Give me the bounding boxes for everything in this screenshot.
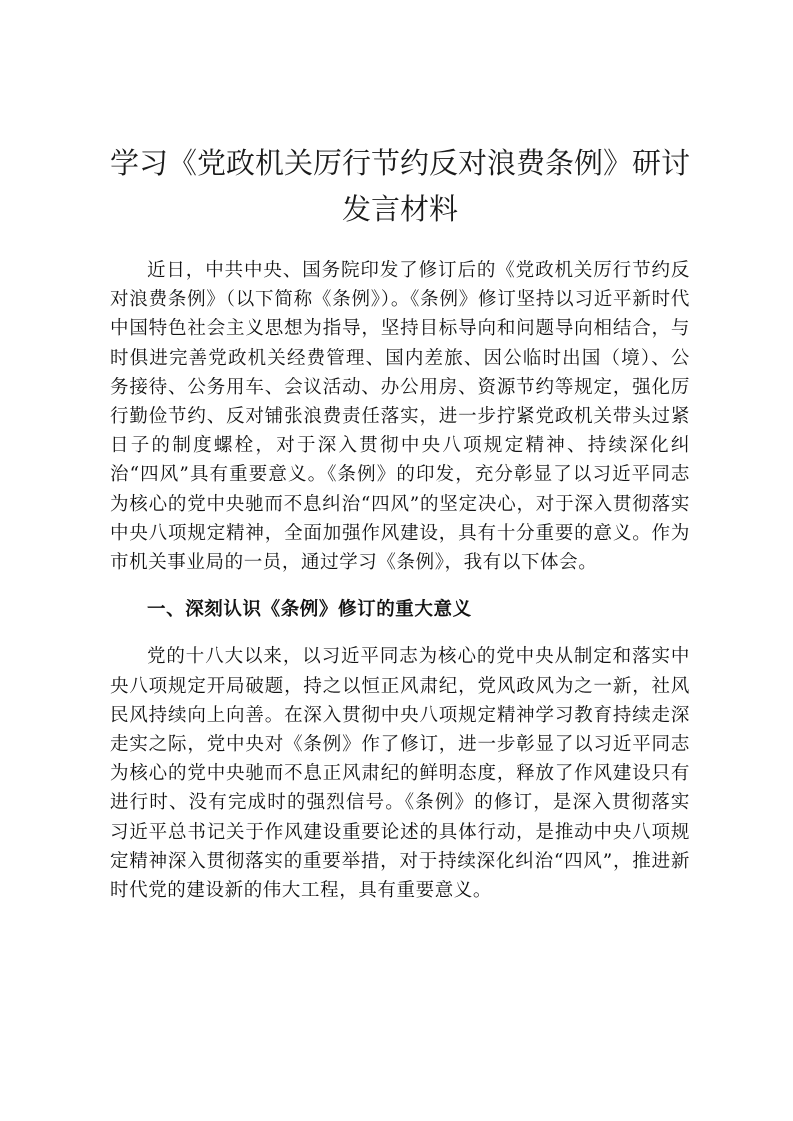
document-title: 学习《党政机关厉行节约反对浪费条例》研讨发言材料 [109, 146, 690, 226]
section-heading: 一、深刻认识《条例》修订的重大意义 [147, 599, 472, 621]
body-paragraph: 党的十八大以来，以习近平同志为核心的党中央从制定和落实中央八项规定开局破题，持之以恒正风肃纪，党风政风为之一新，社风民风持续向上向善。在深入贯彻中央八项规定精神学习教育持续走深走实之际，党中央对《条例》作了修订，进一步彰显了以习近平同志为核心的党中央驰而不息正风肃纪的鲜明态度，释放了作风建设只有进行时、没有完成时的强烈信号。《条例》的修订，是深入贯彻落实习近平总书记关于作风建设重要论述的具体行动，是推动中央八项规定精神深入贯彻落实的重要举措，对于持续深化纠治“四风”，推进新时代党的建设新的伟大工程，具有重要意义。 [110, 646, 690, 902]
document-page [110, 140, 690, 905]
intro-paragraph: 近日，中共中央、国务院印发了修订后的《党政机关厉行节约反对浪费条例》（以下简称《条例》）。《条例》修订坚持以习近平新时代中国特色社会主义思想为指导，坚持目标导向和问题导向相结合，与时俱进完善党政机关经费管理、国内差旅、因公临时出国（境）、公务接待、公务用车、会议活动、办公用房、资源节约等规定，强化厉行勤俭节约、反对铺张浪费责任落实，进一步拧紧党政机关带头过紧日子的制度螺栓，对于深入贯彻中央八项规定精神、持续深化纠治“四风”具有重要意义。《条例》的印发，充分彰显了以习近平同志为核心的党中央驰而不息纠治“四风”的坚定决心，对于深入贯彻落实中央八项规定精神，全面加强作风建设，具有十分重要的意义。作为市机关事业局的一员，通过学习《条例》，我有以下体会。 [110, 260, 690, 574]
